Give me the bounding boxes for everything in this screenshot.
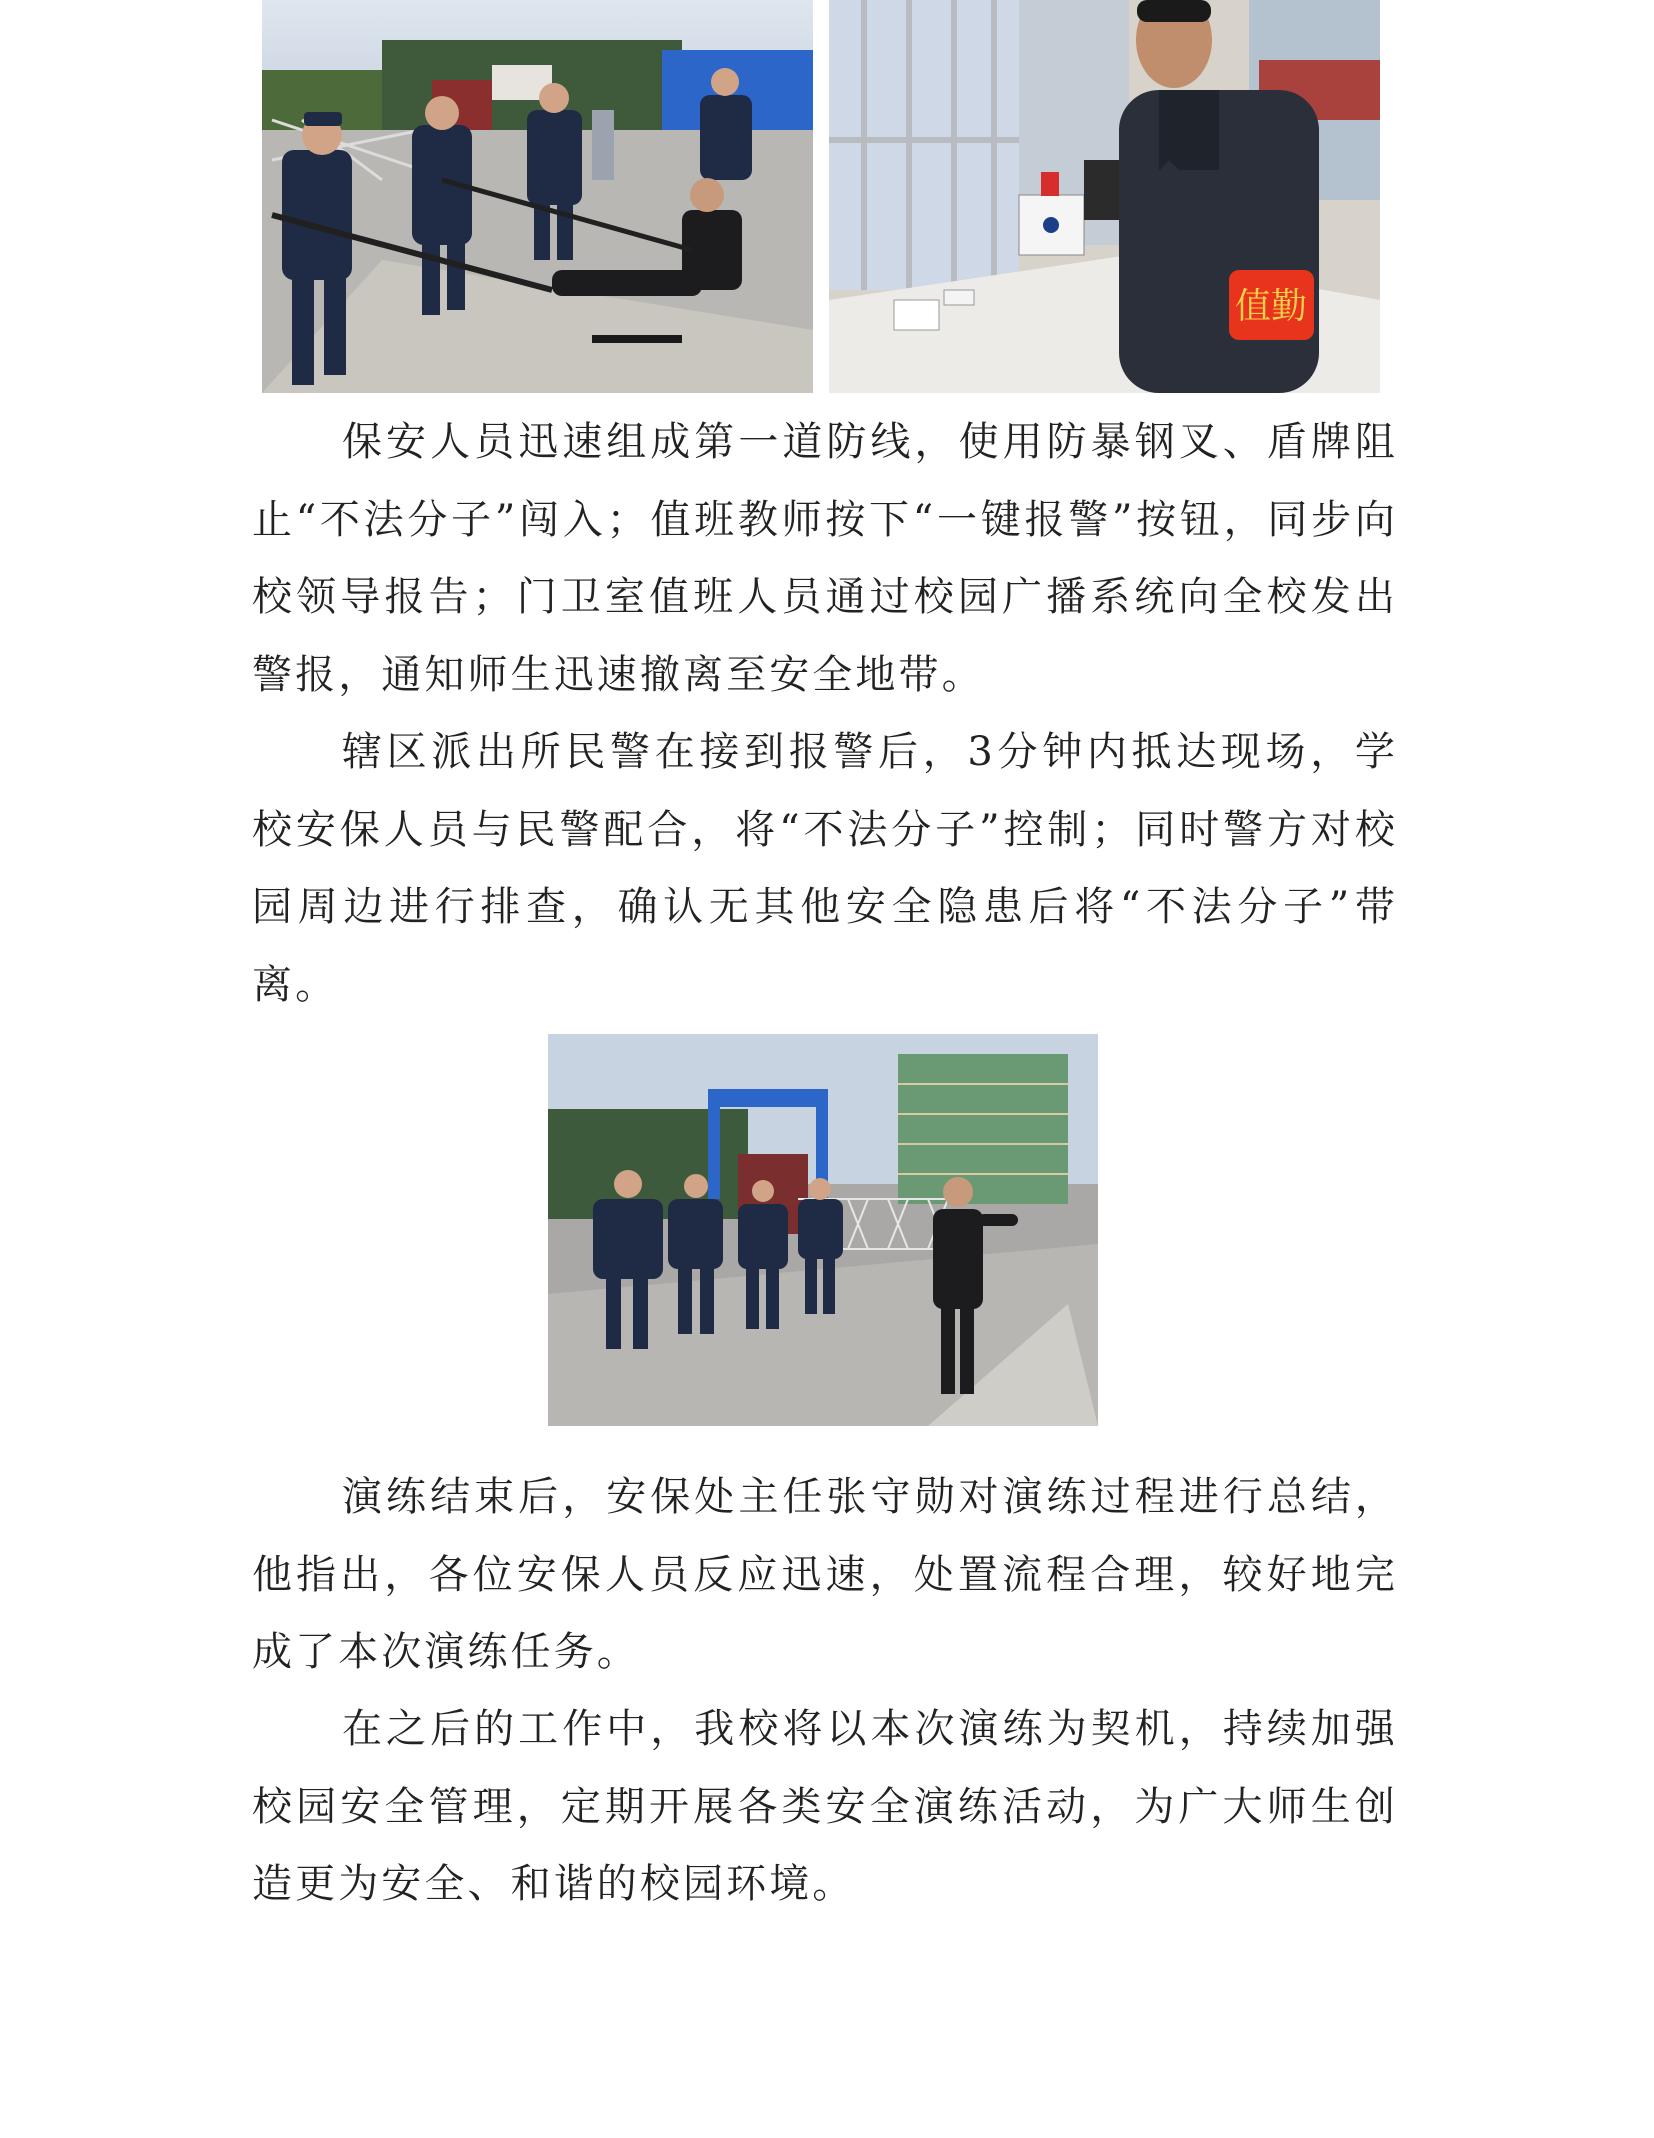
paragraph-future-work: 在之后的工作中，我校将以本次演练为契机，持续加强校园安全管理，定期开展各类安全演练活动，为广大师生创造更为安全、和谐的校园环境。 — [252, 1706, 1398, 1907]
photo-security-restraint — [262, 0, 813, 393]
paragraph-police-arrival: 辖区派出所民警在接到报警后，3分钟内抵达现场，学校安保人员与民警配合，将“不法分子”控制；同时警方对校园周边进行排查，确认无其他安全隐患后将“不法分子”带离。 — [252, 729, 1398, 1008]
paragraph-defense-line: 保安人员迅速组成第一道防线，使用防暴钢叉、盾牌阻止“不法分子”闯入；值班教师按下“一键报警”按钮，同步向校领导报告；门卫室值班人员通过校园广播系统向全校发出警报，通知师生迅速撤离至安全地带。 — [252, 419, 1398, 698]
paragraph-drill-summary: 演练结束后，安保处主任张守勋对演练过程进行总结，他指出，各位安保人员反应迅速，处置流程合理，较好地完成了本次演练任务。 — [252, 1474, 1398, 1675]
armband-text: 值勤 — [1234, 286, 1308, 327]
photo-alarm-button — [829, 0, 1380, 393]
photo-drill-summary — [548, 1034, 1098, 1426]
